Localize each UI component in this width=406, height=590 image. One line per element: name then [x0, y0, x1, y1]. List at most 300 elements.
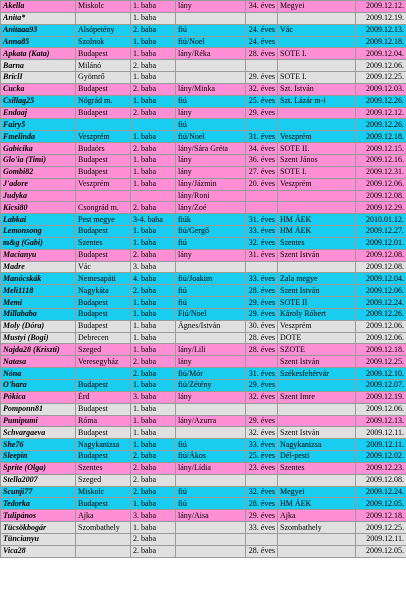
- nickname-cell: Barna: [1, 60, 76, 72]
- hospital-cell: Nagykanizsa: [278, 439, 356, 451]
- baby-sex-name-cell: lány: [176, 391, 246, 403]
- age-cell: 24. éves: [246, 24, 278, 36]
- city-cell: Ajka: [76, 510, 131, 522]
- nickname-cell: Endaaj: [1, 107, 76, 119]
- city-cell: Nógrád m.: [76, 95, 131, 107]
- nickname-cell: Gombi82: [1, 166, 76, 178]
- table-row: [1, 344, 406, 356]
- baby-sex-name-cell: fiú: [176, 498, 246, 510]
- hospital-cell: Károly Róbert: [278, 308, 356, 320]
- due-date-cell: 2009.12.06.: [356, 320, 406, 332]
- age-cell: 33. éves: [246, 439, 278, 451]
- age-cell: [246, 533, 278, 545]
- city-cell: Róma: [76, 415, 131, 427]
- nickname-cell: Tulipános: [1, 510, 76, 522]
- table-row: [1, 249, 406, 261]
- baby-sex-name-cell: [176, 12, 246, 24]
- table-row: [1, 391, 406, 403]
- city-cell: Budapest: [76, 320, 131, 332]
- hospital-cell: Szombathely: [278, 522, 356, 534]
- baby-sex-name-cell: [176, 403, 246, 415]
- table-row: [1, 285, 406, 297]
- hospital-cell: Szt. Lázár m-i: [278, 95, 356, 107]
- due-date-cell: 2009.12.08.: [356, 474, 406, 486]
- nickname-cell: Pomponn81: [1, 403, 76, 415]
- hospital-cell: SZOTE: [278, 344, 356, 356]
- baby-number-cell: 2. baba: [131, 451, 176, 463]
- due-date-cell: 2009.12.12.: [356, 1, 406, 13]
- age-cell: 29. éves: [246, 72, 278, 84]
- due-date-cell: 2009.12.18.: [356, 510, 406, 522]
- table-row: [1, 48, 406, 60]
- baby-sex-name-cell: fiú: [176, 297, 246, 309]
- baby-sex-name-cell: lány/Lídia: [176, 462, 246, 474]
- city-cell: [76, 190, 131, 202]
- due-date-cell: 2009.12.25.: [356, 356, 406, 368]
- city-cell: Budapest: [76, 249, 131, 261]
- city-cell: Nagykanizsa: [76, 439, 131, 451]
- baby-sex-name-cell: lány/Roni: [176, 190, 246, 202]
- baby-number-cell: 1. baba: [131, 344, 176, 356]
- baby-number-cell: 1. baba: [131, 48, 176, 60]
- nickname-cell: Pókica: [1, 391, 76, 403]
- due-date-cell: 2009.12.06.: [356, 178, 406, 190]
- city-cell: [76, 533, 131, 545]
- due-date-cell: 2009.12.24.: [356, 297, 406, 309]
- due-date-cell: 2009.12.25.: [356, 522, 406, 534]
- table-row: [1, 261, 406, 273]
- nickname-cell: Anitaaa93: [1, 24, 76, 36]
- baby-number-cell: 1. baba: [131, 522, 176, 534]
- baby-sex-name-cell: fiú/Noel: [176, 131, 246, 143]
- table-row: [1, 214, 406, 226]
- baby-sex-name-cell: [176, 545, 246, 557]
- hospital-cell: Szentes: [278, 462, 356, 474]
- nickname-cell: Pumipumi: [1, 415, 76, 427]
- age-cell: [246, 356, 278, 368]
- age-cell: [246, 190, 278, 202]
- age-cell: [246, 12, 278, 24]
- age-cell: [246, 60, 278, 72]
- table-row: [1, 119, 406, 131]
- city-cell: Szentes: [76, 237, 131, 249]
- baby-sex-name-cell: lány/Sára Gréta: [176, 143, 246, 155]
- baby-number-cell: 4. baba: [131, 273, 176, 285]
- baby-sex-name-cell: [176, 533, 246, 545]
- due-date-cell: 2009.12.29.: [356, 202, 406, 214]
- baby-number-cell: 1. baba: [131, 12, 176, 24]
- table-row: [1, 320, 406, 332]
- hospital-cell: Megyei: [278, 1, 356, 13]
- city-cell: Alsópetény: [76, 24, 131, 36]
- baby-number-cell: 2. baba: [131, 474, 176, 486]
- due-date-cell: 2009.12.19.: [356, 391, 406, 403]
- baby-number-cell: 1. baba: [131, 297, 176, 309]
- table-row: [1, 545, 406, 557]
- age-cell: 33. éves: [246, 273, 278, 285]
- age-cell: 29. éves: [246, 510, 278, 522]
- city-cell: Miskolc: [76, 1, 131, 13]
- baby-sex-name-cell: fiú: [176, 285, 246, 297]
- baby-sex-name-cell: fiú/Gergő: [176, 226, 246, 238]
- baby-number-cell: 1. baba: [131, 178, 176, 190]
- baby-sex-name-cell: fiú/Zétény: [176, 380, 246, 392]
- age-cell: 28. éves: [246, 285, 278, 297]
- age-cell: 30. éves: [246, 320, 278, 332]
- age-cell: 25. éves: [246, 451, 278, 463]
- age-cell: 36. éves: [246, 154, 278, 166]
- age-cell: 32. éves: [246, 486, 278, 498]
- baby-number-cell: 1. baba: [131, 1, 176, 13]
- age-cell: 31. éves: [246, 368, 278, 380]
- baby-number-cell: 3. baba: [131, 391, 176, 403]
- table-row: [1, 486, 406, 498]
- hospital-cell: Ajka: [278, 510, 356, 522]
- age-cell: 20. éves: [246, 178, 278, 190]
- nickname-cell: Judyka: [1, 190, 76, 202]
- age-cell: 27. éves: [246, 166, 278, 178]
- baby-sex-name-cell: lány: [176, 107, 246, 119]
- city-cell: Érd: [76, 391, 131, 403]
- hospital-cell: Szt. István: [278, 83, 356, 95]
- hospital-cell: [278, 36, 356, 48]
- age-cell: [246, 202, 278, 214]
- due-date-cell: 2009.12.07.: [356, 380, 406, 392]
- due-date-cell: 2009.12.04.: [356, 273, 406, 285]
- due-date-cell: 2009.12.08.: [356, 261, 406, 273]
- table-row: [1, 380, 406, 392]
- baby-sex-name-cell: lány: [176, 249, 246, 261]
- nickname-cell: O'hara: [1, 380, 76, 392]
- nickname-cell: Stella2007: [1, 474, 76, 486]
- table-row: [1, 308, 406, 320]
- baby-sex-name-cell: lány: [176, 166, 246, 178]
- city-cell: Budapest: [76, 166, 131, 178]
- due-date-cell: 2009.12.26.: [356, 95, 406, 107]
- baby-number-cell: 1. baba: [131, 166, 176, 178]
- table-row: [1, 1, 406, 13]
- hospital-cell: Szent István: [278, 427, 356, 439]
- due-date-cell: 2009.12.13.: [356, 415, 406, 427]
- nickname-cell: J'adore: [1, 178, 76, 190]
- due-date-cell: 2010.01.12.: [356, 214, 406, 226]
- due-date-cell: 2009.12.10.: [356, 368, 406, 380]
- baby-number-cell: 2. baba: [131, 486, 176, 498]
- city-cell: Csongrád m.: [76, 202, 131, 214]
- baby-sex-name-cell: fiú: [176, 119, 246, 131]
- baby-number-cell: 1. baba: [131, 95, 176, 107]
- city-cell: Szentes: [76, 462, 131, 474]
- hospital-cell: Veszprém: [278, 178, 356, 190]
- age-cell: 31. éves: [246, 249, 278, 261]
- hospital-cell: Szent István: [278, 356, 356, 368]
- table-row: [1, 12, 406, 24]
- baby-sex-name-cell: fiú/Joakim: [176, 273, 246, 285]
- baby-number-cell: 1. baba: [131, 332, 176, 344]
- age-cell: [246, 261, 278, 273]
- table-row: [1, 439, 406, 451]
- baby-number-cell: 1. baba: [131, 415, 176, 427]
- nickname-cell: Anita*: [1, 12, 76, 24]
- city-cell: Vác: [76, 261, 131, 273]
- nickname-cell: Cucka: [1, 83, 76, 95]
- baby-sex-name-cell: lány/Azurra: [176, 415, 246, 427]
- baby-number-cell: 2. baba: [131, 107, 176, 119]
- table-body: [1, 1, 406, 558]
- baby-sex-name-cell: lány/Réka: [176, 48, 246, 60]
- hospital-cell: [278, 107, 356, 119]
- hospital-cell: [278, 119, 356, 131]
- nickname-cell: Apkata (Kata): [1, 48, 76, 60]
- baby-sex-name-cell: Ágnes/István: [176, 320, 246, 332]
- baby-number-cell: 2. baba: [131, 462, 176, 474]
- hospital-cell: [278, 415, 356, 427]
- age-cell: 32. éves: [246, 427, 278, 439]
- age-cell: 29. éves: [246, 107, 278, 119]
- age-cell: 23. éves: [246, 462, 278, 474]
- due-date-cell: 2009.12.11.: [356, 427, 406, 439]
- city-cell: Pest megye: [76, 214, 131, 226]
- due-date-cell: 2009.12.18.: [356, 131, 406, 143]
- due-date-cell: 2009.12.24.: [356, 486, 406, 498]
- city-cell: Budaörs: [76, 143, 131, 155]
- baby-number-cell: 2. baba: [131, 368, 176, 380]
- hospital-cell: [278, 12, 356, 24]
- age-cell: [246, 403, 278, 415]
- hospital-cell: [278, 261, 356, 273]
- age-cell: 28. éves: [246, 545, 278, 557]
- baby-sex-name-cell: [176, 60, 246, 72]
- baby-number-cell: 3. baba: [131, 261, 176, 273]
- baby-sex-name-cell: lány: [176, 154, 246, 166]
- table-row: [1, 462, 406, 474]
- table-row: [1, 356, 406, 368]
- city-cell: Budapest: [76, 308, 131, 320]
- due-date-cell: 2009.12.12.: [356, 107, 406, 119]
- city-cell: Milánó: [76, 60, 131, 72]
- city-cell: Veszprém: [76, 131, 131, 143]
- baby-number-cell: 1. baba: [131, 36, 176, 48]
- city-cell: Budapest: [76, 48, 131, 60]
- age-cell: 31. éves: [246, 131, 278, 143]
- hospital-cell: [278, 545, 356, 557]
- baby-sex-name-cell: fiú: [176, 24, 246, 36]
- baby-sex-name-cell: [176, 261, 246, 273]
- due-date-cell: 2009.12.26.: [356, 119, 406, 131]
- baby-sex-name-cell: fiú/Mór: [176, 368, 246, 380]
- nickname-cell: Tücsökbogár: [1, 522, 76, 534]
- hospital-cell: HM ÁEK: [278, 226, 356, 238]
- nickname-cell: Sprite (Olga): [1, 462, 76, 474]
- baby-sex-name-cell: [176, 332, 246, 344]
- age-cell: 28. éves: [246, 332, 278, 344]
- table-row: [1, 498, 406, 510]
- table-row: [1, 403, 406, 415]
- city-cell: Budapest: [76, 403, 131, 415]
- baby-sex-name-cell: [176, 474, 246, 486]
- due-date-cell: 2009.12.11.: [356, 533, 406, 545]
- nickname-cell: Tüncianyu: [1, 533, 76, 545]
- nickname-cell: Tedorka: [1, 498, 76, 510]
- hospital-cell: Megyei: [278, 486, 356, 498]
- hospital-cell: HM ÁEK: [278, 214, 356, 226]
- age-cell: 28. éves: [246, 344, 278, 356]
- table-row: [1, 427, 406, 439]
- nickname-cell: Anna85: [1, 36, 76, 48]
- city-cell: Budapest: [76, 451, 131, 463]
- age-cell: 34. éves: [246, 143, 278, 155]
- due-date-cell: 2009.12.05.: [356, 545, 406, 557]
- baby-number-cell: 1. baba: [131, 72, 176, 84]
- nickname-cell: Csillag25: [1, 95, 76, 107]
- age-cell: 32. éves: [246, 237, 278, 249]
- due-date-cell: 2009.12.23.: [356, 462, 406, 474]
- baby-number-cell: 3. baba: [131, 510, 176, 522]
- baby-sex-name-cell: fiú: [176, 486, 246, 498]
- nickname-cell: Lemonsong: [1, 226, 76, 238]
- due-date-cell: 2009.12.13.: [356, 24, 406, 36]
- hospital-cell: Szent János: [278, 154, 356, 166]
- hospital-cell: [278, 202, 356, 214]
- nickname-cell: Mustyi (Bogi): [1, 332, 76, 344]
- baby-sex-name-cell: lány/Aisa: [176, 510, 246, 522]
- city-cell: Szeged: [76, 344, 131, 356]
- nickname-cell: Macianyu: [1, 249, 76, 261]
- baby-sex-name-cell: [176, 72, 246, 84]
- baby-number-cell: [131, 190, 176, 202]
- age-cell: 29. éves: [246, 415, 278, 427]
- hospital-cell: Szent Imre: [278, 391, 356, 403]
- baby-number-cell: 2. baba: [131, 60, 176, 72]
- age-cell: 29. éves: [246, 297, 278, 309]
- table-row: [1, 131, 406, 143]
- hospital-cell: DOTE: [278, 332, 356, 344]
- table-row: [1, 107, 406, 119]
- table-row: [1, 202, 406, 214]
- baby-sex-name-cell: lány/Lili: [176, 344, 246, 356]
- baby-number-cell: 1. baba: [131, 439, 176, 451]
- city-cell: Budapest: [76, 83, 131, 95]
- due-date-cell: 2009.12.27.: [356, 226, 406, 238]
- city-cell: [76, 119, 131, 131]
- table-row: [1, 190, 406, 202]
- table-row: [1, 72, 406, 84]
- city-cell: Budapest: [76, 107, 131, 119]
- city-cell: Szolnok: [76, 36, 131, 48]
- due-date-cell: 2009.12.06.: [356, 403, 406, 415]
- baby-number-cell: 2. baba: [131, 24, 176, 36]
- table-row: [1, 237, 406, 249]
- due-date-cell: 2009.12.03.: [356, 83, 406, 95]
- hospital-cell: [278, 60, 356, 72]
- nickname-cell: Madre: [1, 261, 76, 273]
- city-cell: Szombathely: [76, 522, 131, 534]
- baby-number-cell: 1. baba: [131, 403, 176, 415]
- nickname-cell: Fairy5: [1, 119, 76, 131]
- nickname-cell: Millababa: [1, 308, 76, 320]
- baby-sex-name-cell: fiú/Noel: [176, 36, 246, 48]
- baby-number-cell: 1. baba: [131, 154, 176, 166]
- baby-sex-name-cell: lány/Minka: [176, 83, 246, 95]
- city-cell: Budapest: [76, 154, 131, 166]
- nickname-cell: Labkai: [1, 214, 76, 226]
- table-row: [1, 368, 406, 380]
- age-cell: 33. éves: [246, 226, 278, 238]
- table-row: [1, 273, 406, 285]
- table-row: [1, 474, 406, 486]
- hospital-cell: Szentes: [278, 237, 356, 249]
- nickname-cell: Kicsi80: [1, 202, 76, 214]
- due-date-cell: 2009.12.26.: [356, 308, 406, 320]
- hospital-cell: SOTE I.: [278, 48, 356, 60]
- baby-sex-name-cell: Fiú/Noel: [176, 308, 246, 320]
- nickname-cell: Moly (Dóra): [1, 320, 76, 332]
- due-date-cell: 2009.12.19.: [356, 12, 406, 24]
- hospital-cell: [278, 190, 356, 202]
- baby-number-cell: 1. baba: [131, 320, 176, 332]
- table-row: [1, 510, 406, 522]
- baby-sex-name-cell: lány: [176, 1, 246, 13]
- age-cell: 29. éves: [246, 308, 278, 320]
- baby-sex-name-cell: [176, 427, 246, 439]
- table-row: [1, 451, 406, 463]
- due-date-cell: 2009.12.02.: [356, 451, 406, 463]
- nickname-cell: Natasa: [1, 356, 76, 368]
- city-cell: Veresegyház: [76, 356, 131, 368]
- baby-sex-name-cell: fiú: [176, 439, 246, 451]
- city-cell: Debrecen: [76, 332, 131, 344]
- baby-sex-name-cell: fiú: [176, 95, 246, 107]
- due-date-cell: 2009.12.05.: [356, 498, 406, 510]
- baby-number-cell: 1. baba: [131, 427, 176, 439]
- city-cell: Budapest: [76, 380, 131, 392]
- nickname-cell: Manócskák: [1, 273, 76, 285]
- hospital-cell: HM ÁEK: [278, 498, 356, 510]
- due-date-cell: 2009.12.04.: [356, 48, 406, 60]
- table-row: [1, 166, 406, 178]
- baby-number-cell: 1. baba: [131, 131, 176, 143]
- nickname-cell: Akella: [1, 1, 76, 13]
- baby-number-cell: 2. baba: [131, 285, 176, 297]
- table-row: [1, 60, 406, 72]
- age-cell: 31. éves: [246, 214, 278, 226]
- due-date-cell: 2009.12.18.: [356, 36, 406, 48]
- due-date-cell: 2009.12.31.: [356, 166, 406, 178]
- due-date-cell: 2009.12.15.: [356, 143, 406, 155]
- due-date-cell: 2009.12.16.: [356, 154, 406, 166]
- hospital-cell: [278, 403, 356, 415]
- age-cell: 29. éves: [246, 380, 278, 392]
- hospital-cell: SOTE I.: [278, 166, 356, 178]
- hospital-cell: Veszprém: [278, 131, 356, 143]
- hospital-cell: SOTE I.: [278, 72, 356, 84]
- nickname-cell: Schvargaeva: [1, 427, 76, 439]
- nickname-cell: Glo'ia (Timi): [1, 154, 76, 166]
- due-date-cell: 2009.12.06.: [356, 60, 406, 72]
- city-cell: Gyömrő: [76, 72, 131, 84]
- age-cell: 28. éves: [246, 48, 278, 60]
- due-date-cell: 2009.12.18.: [356, 344, 406, 356]
- city-cell: Miskolc: [76, 486, 131, 498]
- table-row: [1, 533, 406, 545]
- table-row: [1, 143, 406, 155]
- baby-number-cell: 2. baba: [131, 545, 176, 557]
- due-date-cell: 2009.12.06.: [356, 285, 406, 297]
- hospital-cell: Dél-pesti: [278, 451, 356, 463]
- hospital-cell: SOTE II.: [278, 143, 356, 155]
- table-row: [1, 522, 406, 534]
- age-cell: 32. éves: [246, 391, 278, 403]
